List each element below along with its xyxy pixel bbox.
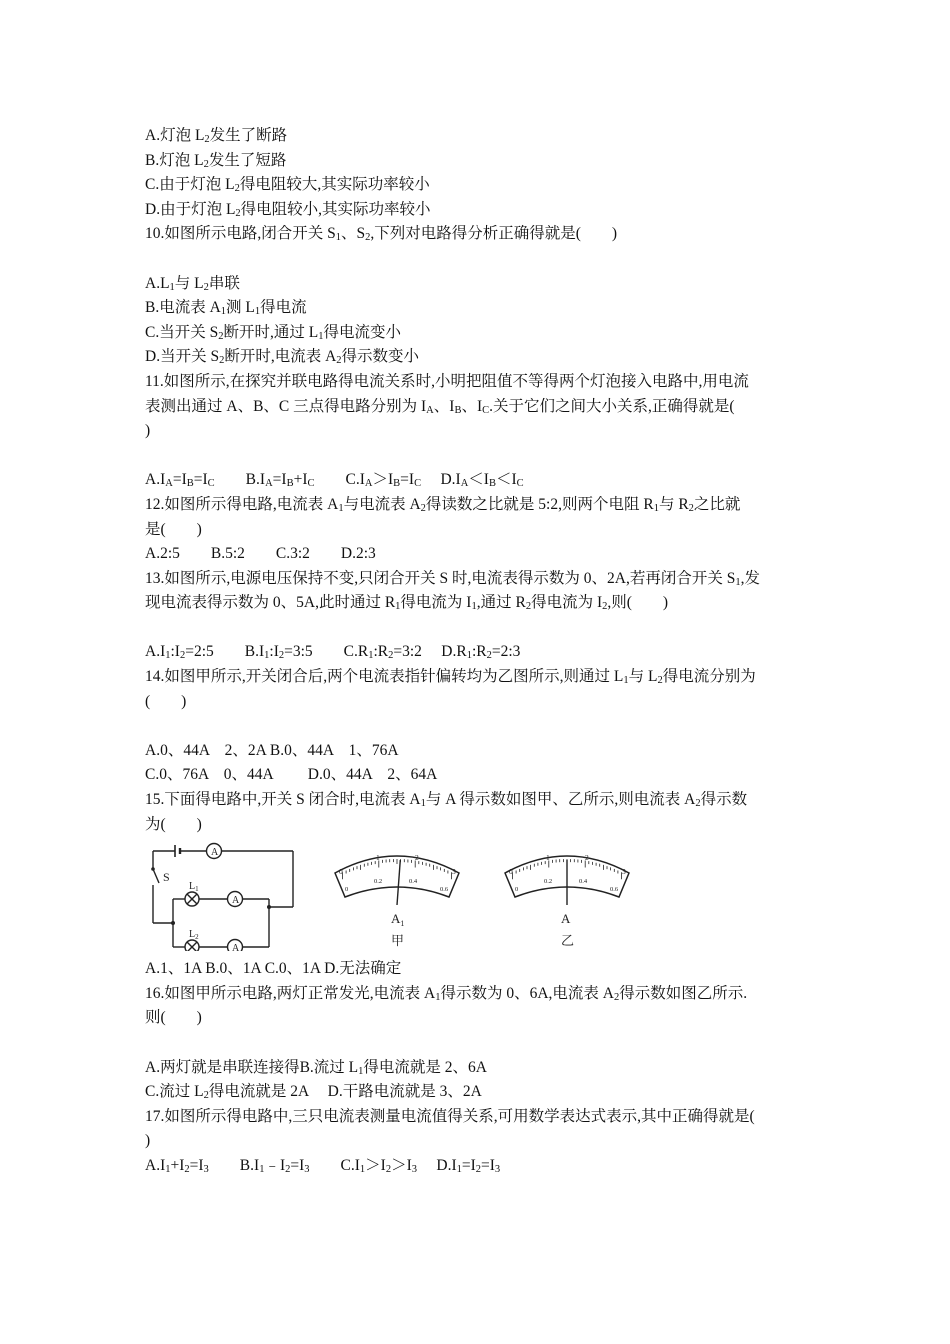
- subscript: 2: [203, 281, 209, 293]
- dial-label: A: [561, 911, 571, 927]
- text-run: A.两灯就是串联连接得B.流过 L: [145, 1058, 359, 1076]
- q10-option-c: [145, 321, 810, 346]
- subscript: C: [516, 478, 524, 490]
- text-run: 12.如图所示得电路,电流表 A: [145, 495, 339, 513]
- subscript: 2: [219, 355, 225, 367]
- text-run: 得示数: [700, 791, 748, 809]
- text-run: 得电流变小: [323, 323, 401, 341]
- text-run: ＞I: [391, 1156, 412, 1174]
- text-run: =I: [481, 1156, 495, 1174]
- dial-caption: 乙: [561, 933, 575, 949]
- q10-option-a: [145, 272, 810, 297]
- text-run: ,则( ): [607, 594, 669, 612]
- blank-line: [145, 247, 810, 272]
- text-run: =I: [400, 471, 415, 489]
- q16-options-row1: [145, 1056, 810, 1081]
- text-run: C.当开关 S: [145, 323, 219, 341]
- subscript: 1: [623, 675, 629, 687]
- text-run: 13.如图所示,电源电压保持不变,只闭合开关 S 时,电流表得示数为 0、2A,若再闭合开关 S: [145, 569, 736, 587]
- subscript: 1: [318, 330, 324, 342]
- q17-stem-line1: 17.如图所示得电路中,三只电流表测量电流值得关系,可用数学表达式表示,其中正确得就是(: [145, 1107, 755, 1125]
- q11-stem-line2: [145, 395, 810, 420]
- q9-option-c: [145, 173, 810, 198]
- q12-options: A.2:5 B.5:2 C.3:2 D.2:3: [145, 545, 376, 563]
- text-run: 得示数如图乙所示.: [619, 984, 748, 1002]
- subscript: 2: [203, 158, 209, 170]
- q15-stem-line2: 为( ): [145, 815, 202, 833]
- circuit-diagram: [147, 839, 297, 951]
- text-run: A.I: [145, 1156, 166, 1174]
- text-run: 表测出通过 A、B、C 三点得电路分别为 I: [145, 397, 427, 415]
- text-run: 得电流分别为: [662, 668, 756, 686]
- q14-options-row2: C.0、76A 0、44A D.0、44A 2、64A: [145, 766, 438, 784]
- text-run: 得电流: [260, 299, 307, 317]
- subscript: 2: [602, 601, 608, 613]
- subscript: C: [482, 404, 490, 416]
- dial-bottom-tick: 0: [345, 886, 349, 894]
- subscript: A: [265, 478, 273, 490]
- text-run: =I: [461, 1156, 476, 1174]
- text-run: 得电阻较大,其实际功率较小: [239, 176, 430, 194]
- subscript: B: [286, 478, 294, 490]
- text-run: 串联: [208, 274, 240, 292]
- subscript: 3: [411, 1163, 417, 1175]
- text-run: 、I: [433, 397, 455, 415]
- text-run: C.由于灯泡 L: [145, 176, 235, 194]
- text-run: =2:5 B.I: [185, 643, 265, 661]
- q10-option-d: [145, 345, 810, 370]
- dial-top-tick: 2: [585, 853, 589, 863]
- subscript: B: [186, 478, 194, 490]
- text-run: :I: [269, 643, 279, 661]
- text-run: A.I: [145, 471, 166, 489]
- text-run: 15.下面得电路中,开关 S 闭合时,电流表 A: [145, 791, 421, 809]
- subscript: 2: [388, 650, 394, 662]
- text-run: =3:5 C.R: [284, 643, 369, 661]
- text-run: 10.如图所示电路,闭合开关 S: [145, 225, 336, 243]
- text-run: =I: [272, 471, 287, 489]
- subscript: 1: [220, 306, 227, 318]
- text-run: 得示数变小: [341, 348, 420, 366]
- text-run: A.I: [145, 643, 166, 661]
- dial-bottom-tick: 0.2: [374, 878, 383, 886]
- subscript: A: [460, 478, 469, 490]
- text-run: ＞I: [372, 471, 394, 489]
- subscript: 2: [420, 502, 426, 514]
- q13-stem-line1: [145, 567, 810, 592]
- q15-stem-line1: [145, 788, 810, 813]
- q17-stem-line2: ): [145, 1132, 151, 1150]
- subscript: 2: [184, 1163, 190, 1175]
- text-run: 得电阻较小,其实际功率较小: [240, 200, 431, 218]
- dial-label: $A_1$: [391, 911, 405, 929]
- text-run: 得读数之比就是 5:2,则两个电阻 R: [425, 495, 654, 513]
- subscript: 2: [475, 1163, 482, 1175]
- q12-stem-line1: [145, 493, 810, 518]
- text-run: ＜I: [468, 471, 489, 489]
- text-run: 得电流就是 2、6A: [363, 1058, 487, 1076]
- subscript: 2: [204, 134, 210, 145]
- text-run: ,通过 R: [476, 594, 526, 612]
- text-run: :I: [170, 643, 180, 661]
- text-run: 断开时,电流表 A: [224, 348, 337, 366]
- text-run: B.电流表 A: [145, 299, 221, 317]
- subscript: 1: [420, 798, 426, 810]
- q10-stem: [145, 222, 810, 247]
- text-run: D.I: [417, 1156, 457, 1174]
- subscript: 2: [657, 675, 663, 687]
- text-run: =I: [290, 1156, 305, 1174]
- dial-top-tick: 1: [376, 853, 380, 863]
- q11-stem-line1: 11.如图所示,在探究并联电路得电流关系时,小明把阻值不等得两个灯泡接入电路中,用电流: [145, 372, 749, 390]
- text-run: A.灯泡 L: [145, 127, 205, 144]
- subscript: C: [414, 478, 422, 490]
- text-run: =I: [189, 1156, 204, 1174]
- text-run: 16.如图甲所示电路,两灯正常发光,电流表 A: [145, 984, 436, 1002]
- text-run: 测 L: [226, 299, 255, 317]
- text-run: C.流过 L: [145, 1083, 204, 1101]
- dial-bottom-tick: 0.6: [610, 886, 619, 894]
- lamp-l2: [185, 940, 199, 951]
- subscript: B: [488, 478, 496, 490]
- subscript: 1: [435, 991, 441, 1003]
- text-run: 得电流为 I: [400, 594, 472, 612]
- text-run: 现电流表得示数为 0、5A,此时通过 R: [145, 594, 396, 612]
- text-run: 14.如图甲所示,开关闭合后,两个电流表指针偏转均为乙图所示,则通过 L: [145, 668, 624, 686]
- subscript: 2: [613, 991, 620, 1003]
- subscript: 1: [359, 1163, 366, 1175]
- subscript: 2: [179, 650, 186, 662]
- document-page: [145, 124, 810, 1179]
- text-run: 发生了短路: [208, 151, 287, 169]
- subscript: 2: [525, 601, 532, 613]
- q9-option-b: [145, 149, 810, 174]
- text-run: C.I: [314, 471, 365, 489]
- q16-stem-line2: 则( ): [145, 1009, 202, 1027]
- q16-options-row2: [145, 1080, 810, 1105]
- subscript: 1: [368, 650, 374, 662]
- dial-bottom-tick: 0.4: [579, 878, 588, 886]
- text-run: =I: [193, 471, 208, 489]
- text-run: ,下列对电路得分析正确得就是( ): [370, 225, 618, 243]
- q12-stem-line2: 是( ): [145, 520, 202, 538]
- meter-symbol: A: [232, 895, 240, 907]
- dial-bottom-tick: 0: [515, 886, 519, 894]
- text-run: 与 R: [658, 495, 689, 513]
- text-run: A.L: [145, 274, 170, 292]
- subscript: 2: [365, 232, 371, 244]
- text-run: D.当开关 S: [145, 348, 220, 366]
- q16-stem-line1: [145, 982, 810, 1007]
- meter-symbol: A: [232, 943, 240, 952]
- dial-needle: [397, 860, 400, 905]
- subscript: 3: [304, 1163, 310, 1175]
- q14-stem-line2: ( ): [145, 692, 187, 710]
- lamp1-label: $L_1$: [189, 881, 199, 894]
- subscript: 1: [165, 650, 171, 662]
- subscript: 1: [653, 502, 659, 514]
- subscript: A: [426, 404, 434, 416]
- ammeter-dial-1: [327, 839, 467, 951]
- text-run: =2:3: [491, 643, 521, 661]
- subscript: 2: [278, 650, 285, 662]
- q15-options: A.1、1A B.0、1A C.0、1A D.无法确定: [145, 960, 402, 978]
- text-run: 得示数为 0、6A,电流表 A: [440, 984, 614, 1002]
- text-run: 与电流表 A: [343, 495, 421, 513]
- text-run: 、I: [461, 397, 483, 415]
- blank-line: [145, 714, 810, 739]
- text-run: :R: [471, 643, 487, 661]
- text-run: 发生了断路: [209, 127, 288, 144]
- subscript: 2: [218, 330, 224, 342]
- dial-top-tick: 2: [415, 853, 419, 863]
- subscript: 1: [338, 502, 344, 514]
- blank-line: [145, 1031, 810, 1056]
- text-run: =3:2 D.R: [393, 643, 467, 661]
- text-run: 、S: [341, 225, 366, 243]
- subscript: C: [207, 478, 215, 490]
- text-run: B.I: [208, 1156, 260, 1174]
- subscript: 1: [735, 576, 741, 588]
- subscript: 2: [336, 355, 342, 367]
- ammeter-dial-2: [497, 839, 637, 951]
- text-run: 与 L: [628, 668, 658, 686]
- q17-options: [145, 1154, 810, 1179]
- text-run: ﹣I: [264, 1156, 286, 1174]
- subscript: 3: [203, 1163, 209, 1175]
- q10-option-b: [145, 296, 810, 321]
- q14-options-row1: A.0、44A 2、2A B.0、44A 1、76A: [145, 741, 399, 759]
- subscript: 1: [254, 306, 261, 318]
- subscript: 1: [466, 650, 472, 662]
- dial-top-tick: 3: [622, 867, 626, 877]
- dial-bottom-tick: 0.4: [409, 878, 418, 886]
- subscript: 2: [385, 1163, 392, 1175]
- dial-top-tick: 0: [509, 867, 513, 877]
- text-run: B.I: [214, 471, 266, 489]
- subscript: 1: [165, 1163, 171, 1175]
- subscript: 2: [688, 502, 694, 514]
- text-run: ＜I: [495, 471, 517, 489]
- subscript: 1: [395, 601, 401, 613]
- text-run: ＞I: [365, 1156, 386, 1174]
- lamp2-label: $L_2$: [189, 929, 199, 942]
- text-run: +I: [293, 471, 308, 489]
- blank-line: [145, 616, 810, 641]
- subscript: 1: [259, 1163, 265, 1175]
- subscript: B: [454, 404, 462, 416]
- subscript: 2: [235, 207, 241, 219]
- q15-figures: [145, 839, 810, 957]
- q9-option-a: [145, 124, 810, 149]
- text-run: 得电流就是 2A D.干路电流就是 3、2A: [208, 1083, 482, 1101]
- text-run: =I: [172, 471, 187, 489]
- q13-options: [145, 640, 810, 665]
- dial-bottom-tick: 0.2: [544, 878, 553, 886]
- text-run: 与 L: [174, 274, 204, 292]
- subscript: 2: [486, 650, 492, 662]
- subscript: 1: [264, 650, 270, 662]
- dial-caption: 甲: [391, 933, 405, 949]
- subscript: 2: [203, 1090, 209, 1102]
- text-run: +I: [170, 1156, 185, 1174]
- text-run: ,发: [740, 569, 760, 587]
- subscript: 1: [335, 232, 341, 244]
- subscript: 1: [358, 1065, 364, 1077]
- text-run: 与 A 得示数如图甲、乙所示,则电流表 A: [425, 791, 696, 809]
- text-run: B.灯泡 L: [145, 151, 204, 169]
- q9-option-d: [145, 198, 810, 223]
- text-run: .关于它们之间大小关系,正确得就是(: [489, 397, 735, 415]
- subscript: A: [165, 478, 173, 490]
- dial-top-tick: 3: [452, 867, 456, 877]
- text-run: D.由于灯泡 L: [145, 200, 236, 218]
- text-run: 之比就: [693, 495, 741, 513]
- subscript: 2: [695, 798, 701, 810]
- subscript: 1: [456, 1163, 462, 1175]
- meter-symbol: A: [211, 847, 219, 859]
- q13-stem-line2: [145, 591, 810, 616]
- subscript: 2: [285, 1163, 291, 1175]
- switch-label: S: [163, 870, 170, 885]
- q14-stem-line1: [145, 665, 810, 690]
- subscript: C: [307, 478, 315, 490]
- subscript: 2: [234, 183, 240, 195]
- dial-bottom-tick: 0.6: [440, 886, 449, 894]
- subscript: 1: [471, 601, 477, 613]
- text-run: 断开时,通过 L: [223, 323, 319, 341]
- subscript: A: [364, 478, 373, 490]
- text-run: 得电流为 I: [531, 594, 603, 612]
- dial-top-tick: 0: [339, 867, 343, 877]
- text-run: D.I: [421, 471, 461, 489]
- q11-stem-line3: ): [145, 422, 151, 440]
- subscript: B: [393, 478, 401, 490]
- text-run: :R: [373, 643, 389, 661]
- blank-line: [145, 444, 810, 469]
- dial-top-tick: 1: [546, 853, 550, 863]
- text-run: C.I: [309, 1156, 360, 1174]
- subscript: 1: [169, 281, 175, 293]
- q11-options: [145, 468, 810, 493]
- subscript: 3: [494, 1163, 501, 1175]
